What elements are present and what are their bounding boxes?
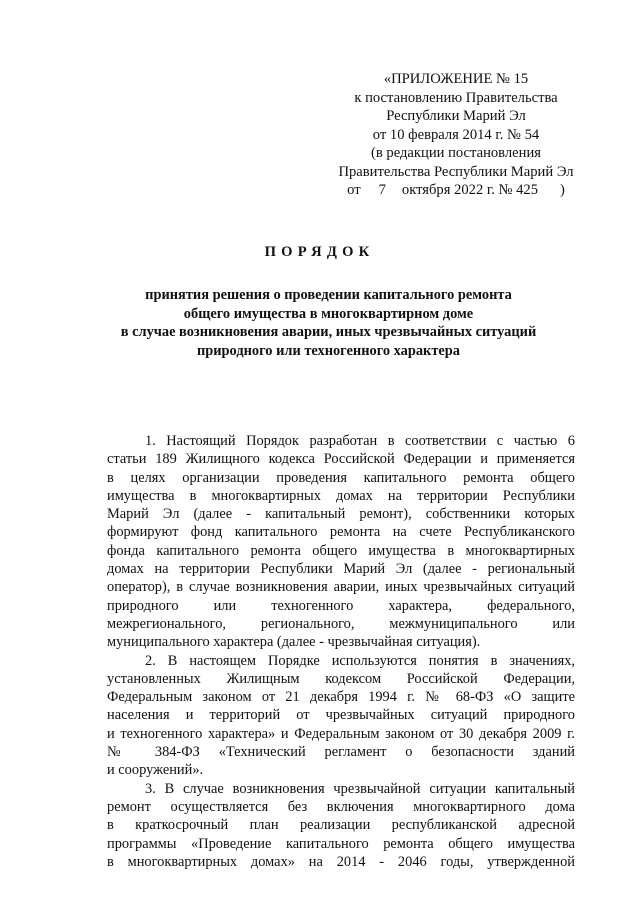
annex-decree-number: 425 [516,182,539,198]
paragraph-3-line: в многоквартирных домах» на 2014 - 2046 годы, утвержденной [107,853,575,870]
annex-line-7 [318,181,594,200]
paragraph-1-line: имущества в многоквартирных домах на территории Республики [107,487,575,504]
paragraph-2-line: установленных Жилищным кодексом Российской Федерации, [107,670,575,687]
paragraph-3-line: 3. В случае возникновения чрезвычайной ситуации капитальный [145,780,575,797]
paragraph-1-line: межрегионального, регионального, межмуниципального или [107,615,575,632]
paragraph-1-line: 1. Настоящий Порядок разработан в соответствии с частью 6 [145,433,575,449]
annex-line-1: «ПРИЛОЖЕНИЕ № 15 [383,71,529,87]
paragraph-2-line: Федеральным законом от 21 декабря 1994 г. № 68-ФЗ «О защите [107,689,575,706]
annex-line-4: от 10 февраля 2014 г. № 54 [372,126,540,143]
paragraph-3-line: программы «Проведение капитального ремонта общего имущества [107,835,575,852]
paragraph-1-line: формируют фонд капитального ремонта на счете Республиканского [107,524,575,541]
document-subtitle [100,286,557,360]
subtitle-line: природного или техногенного характера [196,342,461,359]
paragraph-1-line: природного или техногенного характера, федерального, [107,597,575,614]
annex-line-3: Республики Марий Эл [386,108,526,124]
paragraph-1-line: муниципального характера (далее - чрезвычайная ситуация). [107,634,481,651]
document-title: ПОРЯДОК [264,244,375,260]
annex-line-2: к постановлению Правительства [354,89,558,106]
paragraph-3-line: в краткосрочный план реализации республиканской адресной [107,817,575,834]
annex-line-5: (в редакции постановления [371,145,541,161]
annex-line-6: Правительства Республики Марий Эл [338,163,574,180]
annex-date-from: от [347,182,361,198]
paragraph-2-line: 2. В настоящем Порядке используются понятия в значениях, [145,652,575,669]
paragraph-1-line: фонда капитального ремонта общего имущества в многоквартирных [107,542,575,559]
paragraph-1-line: в целях организации проведения капитального ремонта общего [107,469,575,486]
paragraph-1-line: домах на территории Республики Марий Эл (далее - региональный [107,561,575,578]
paragraph-2-line: населения и территорий от чрезвычайных ситуаций природного [107,707,575,724]
subtitle-line: в случае возникновения аварии, иных чрезвычайных ситуаций [120,324,537,340]
subtitle-line: принятия решения о проведении капитального ремонта [145,287,512,303]
paragraph-3-line: ремонт осуществляется без включения многоквартирного дома [107,798,575,815]
paragraph-1-line: оператор), в случае возникновения аварии, иных чрезвычайных ситуаций [107,579,575,596]
paragraph-2-line: и техногенного характера» и Федеральным законом от 30 декабря 2009 г. [107,725,575,742]
annex-header [318,70,594,200]
paragraph-1-line: Марий Эл (далее - капитальный ремонт), собственники которых [107,506,575,523]
document-body [107,432,575,871]
annex-date-month-year: октября 2022 г. № [401,182,513,198]
subtitle-line: общего имущества в многоквартирном доме [183,305,474,322]
paragraph-2-line: и сооружений». [107,762,204,779]
annex-date-day: 7 [378,182,386,198]
paragraph-2-line: № 384-ФЗ «Технический регламент о безопасности зданий [107,744,575,761]
annex-close-paren: ) [560,182,565,198]
paragraph-1-line: статьи 189 Жилищного кодекса Российской Федерации и применяется [107,451,575,468]
